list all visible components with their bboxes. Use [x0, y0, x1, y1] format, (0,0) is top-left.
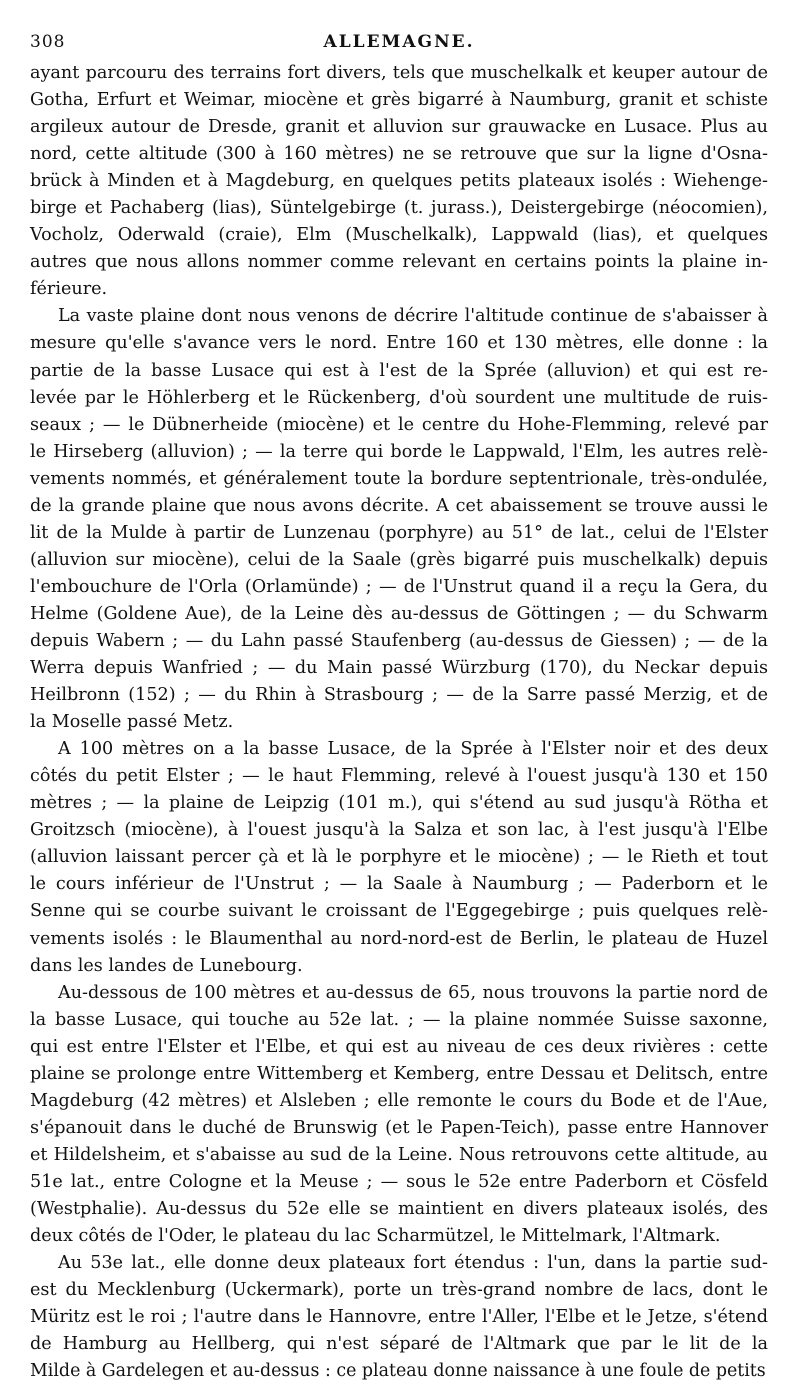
text-line: deux côtés de l'Oder, le plateau du lac Scharmützel, le Mittelmark, l'Altmark. [30, 1226, 721, 1247]
paragraph [30, 60, 768, 303]
text-line: levée par le Höhlerberg et le Rückenberg, d'où sourdent une multitude de ruis- [30, 387, 768, 408]
text-line: férieure. [30, 279, 108, 300]
text-line: birge et Pachaberg (lias), Süntelgebirge (t. jurass.), Deistergebirge (néocomien), [30, 198, 768, 219]
text-line: s'épanouit dans le duché de Brunswig (et le Papen-Teich), passe entre Hannover [30, 1117, 768, 1138]
text-line: 51e lat., entre Cologne et la Meuse ; — sous le 52e entre Paderborn et Cösfeld [30, 1171, 768, 1192]
text-line: la basse Lusace, qui touche au 52e lat. ; — la plaine nommée Suisse saxonne, [30, 1009, 768, 1030]
text-line: la Moselle passé Metz. [30, 712, 234, 733]
text-line: Gotha, Erfurt et Weimar, miocène et grès bigarré à Naumburg, granit et schiste [30, 90, 768, 111]
text-line: l'embouchure de l'Orla (Orlamünde) ; — de l'Unstrut quand il a reçu la Gera, du [30, 576, 768, 597]
text-line: et Hildelsheim, et s'abaisse au sud de la Leine. Nous retrouvons cette altitude, au [30, 1144, 768, 1165]
text-line: vements nommés, et généralement toute la bordure septentrionale, très-ondulée, [30, 468, 768, 489]
text-line: mesure qu'elle s'avance vers le nord. Entre 160 et 130 mètres, elle donne : la [30, 333, 768, 354]
text-line: (alluvion laissant percer çà et là le porphyre et le miocène) ; — le Rieth et tout [30, 847, 768, 868]
text-line: Groitzsch (miocène), à l'ouest jusqu'à la Salza et son lac, à l'est jusqu'à l'Elbe [30, 820, 768, 841]
text-line: plaine se prolonge entre Wittemberg et Kemberg, entre Dessau et Delitsch, entre [30, 1063, 768, 1084]
text-line: ayant parcouru des terrains fort divers, tels que muschelkalk et keuper autour de [30, 63, 768, 83]
text-line: argileux autour de Dresde, granit et alluvion sur grauwacke en Lusace. Plus au [30, 117, 768, 138]
text-line: (alluvion sur miocène), celui de la Saale (grès bigarré puis muschelkalk) depuis [30, 549, 768, 570]
text-line: de Hamburg au Hellberg, qui n'est séparé de l'Altmark que par le lit de la [30, 1334, 768, 1355]
page-header [30, 22, 768, 56]
text-line: Vocholz, Oderwald (craie), Elm (Muschelkalk), Lappwald (lias), et quelques [30, 225, 768, 246]
text-line: mètres ; — la plaine de Leipzig (101 m.), qui s'étend au sud jusqu'à Rötha et [30, 793, 768, 814]
body-text [30, 60, 768, 1385]
paragraph [30, 736, 768, 979]
text-line: depuis Wabern ; — du Lahn passé Staufenberg (au-dessus de Giessen) ; — de la [30, 630, 768, 651]
text-line: qui est entre l'Elster et l'Elbe, et qui est au niveau de ces deux rivières : cette [30, 1036, 768, 1057]
text-line: Werra depuis Wanfried ; — du Main passé Würzburg (170), du Neckar depuis [30, 658, 768, 679]
text-line: le cours inférieur de l'Unstrut ; — la Saale à Naumburg ; — Paderborn et le [30, 874, 768, 895]
text-line: Au-dessous de 100 mètres et au-dessus de 65, nous trouvons la partie nord de [58, 982, 768, 1003]
text-line: Milde à Gardelegen et au-dessus : ce plateau donne naissance à une foule de petits [30, 1361, 766, 1382]
text-line: seaux ; — le Dübnerheide (miocène) et le centre du Hohe-Flemming, relevé par [30, 414, 768, 435]
text-line: dans les landes de Lunebourg. [30, 955, 303, 976]
text-line: le Hirseberg (alluvion) ; — la terre qui borde le Lappwald, l'Elm, les autres relè- [30, 441, 768, 462]
text-line: brück à Minden et à Magdeburg, en quelques petits plateaux isolés : Wiehenge- [30, 171, 768, 192]
text-line: de la grande plaine que nous avons décrite. A cet abaissement se trouve aussi le [30, 495, 768, 516]
paragraph [30, 980, 768, 1250]
text-line: partie de la basse Lusace qui est à l'est de la Sprée (alluvion) et qui est re- [30, 360, 768, 381]
page-number: 308 [30, 32, 66, 52]
text-line: côtés du petit Elster ; — le haut Flemming, relevé à l'ouest jusqu'à 130 et 150 [30, 766, 768, 787]
text-line: est du Mecklenburg (Uckermark), porte un très-grand nombre de lacs, dont le [30, 1280, 768, 1301]
text-line: Heilbronn (152) ; — du Rhin à Strasbourg ; — de la Sarre passé Merzig, et de [30, 685, 768, 706]
paragraph [30, 303, 768, 736]
text-line: Müritz est le roi ; l'autre dans le Hannovre, entre l'Aller, l'Elbe et le Jetze, s'étend [30, 1307, 768, 1328]
paragraph [30, 1250, 768, 1385]
text-line: vements isolés : le Blaumenthal au nord-nord-est de Berlin, le plateau de Huzel [30, 928, 768, 949]
running-title: ALLEMAGNE. [323, 32, 475, 52]
text-line: Au 53e lat., elle donne deux plateaux fort étendus : l'un, dans la partie sud- [58, 1253, 768, 1274]
text-line: nord, cette altitude (300 à 160 mètres) ne se retrouve que sur la ligne d'Osna- [30, 144, 768, 165]
text-line: La vaste plaine dont nous venons de décrire l'altitude continue de s'abaisser à [58, 306, 768, 327]
text-line: lit de la Mulde à partir de Lunzenau (porphyre) au 51° de lat., celui de l'Elster [30, 522, 768, 543]
text-line: Helme (Goldene Aue), de la Leine dès au-dessus de Göttingen ; — du Schwarm [30, 603, 768, 624]
text-line: A 100 mètres on a la basse Lusace, de la Sprée à l'Elster noir et des deux [58, 739, 768, 760]
text-line: autres que nous allons nommer comme relevant en certains points la plaine in- [30, 252, 768, 273]
text-line: Senne qui se courbe suivant le croissant de l'Eggegebirge ; puis quelques relè- [30, 901, 768, 922]
text-line: (Westphalie). Au-dessus du 52e elle se maintient en divers plateaux isolés, des [30, 1198, 768, 1219]
text-line: Magdeburg (42 mètres) et Alsleben ; elle remonte le cours du Bode et de l'Aue, [30, 1090, 768, 1111]
book-page [30, 22, 768, 1385]
